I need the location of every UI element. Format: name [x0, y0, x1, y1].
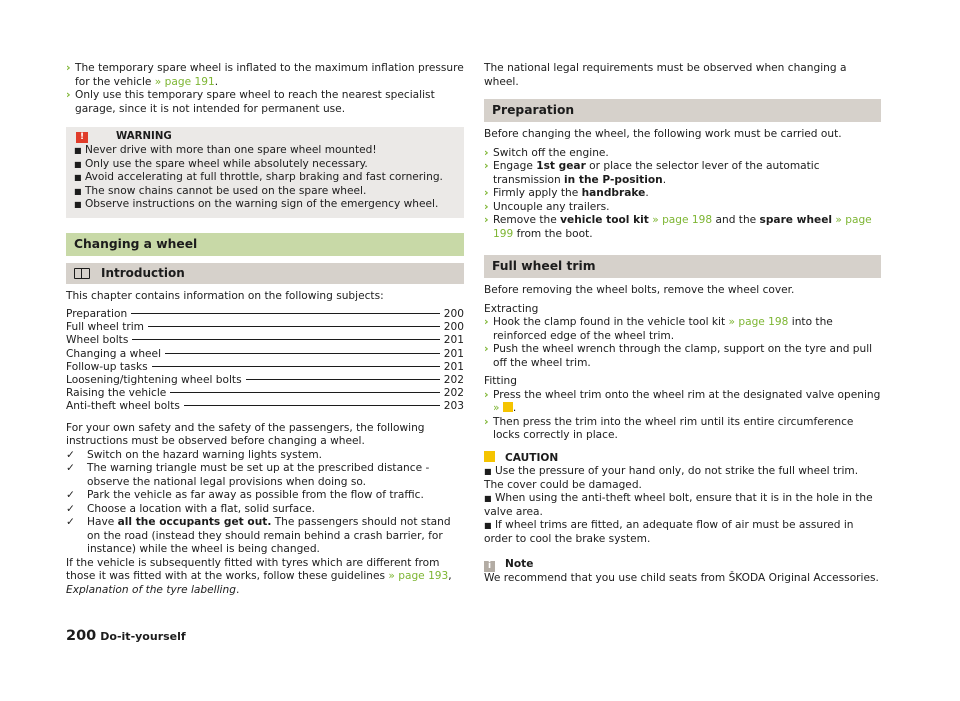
extract-step: › Push the wheel wrench through the clamp, support on the tyre and pull off the wheel trim.: [484, 342, 873, 369]
prep-text: Before changing the wheel, the following work must be carried out.: [484, 128, 842, 140]
bullet-spare-pressure: › The temporary spare wheel is inflated to the maximum inflation pressure for the vehicle » page 191.: [66, 61, 464, 88]
note-text: We recommend that you use child seats from ŠKODA Original Accessories.: [484, 572, 879, 584]
checkmark-icon: ✓: [66, 462, 75, 475]
checkmark-icon: ✓: [66, 502, 75, 515]
page-link[interactable]: » page 199: [493, 214, 872, 240]
warning-item: ■ Only use the spare wheel while absolutely necessary.: [74, 157, 368, 170]
left-column: [66, 0, 464, 597]
warning-icon: !: [76, 132, 88, 143]
check-item: ✓ The warning triangle must be set up at the prescribed distance - observe the national legal provisions when doing so.: [66, 462, 430, 488]
toc-entry[interactable]: Follow-up tasks 201: [66, 360, 464, 373]
prep-step: › Switch off the engine.: [484, 145, 609, 159]
note-heading: i Note: [484, 558, 881, 572]
chevron-right-icon: ›: [484, 186, 489, 199]
check-item: ✓ Choose a location with a flat, solid surface.: [66, 502, 315, 515]
caution-item: ■ When using the anti-theft wheel bolt, ensure that it is in the hole in the valve area.: [484, 492, 873, 518]
check-item: ✓ Have all the occupants get out. The passengers should not stand on the road (instead they should remain behind a crash barrier, for instance) while the wheel is being changed.: [66, 516, 451, 556]
toc-entry[interactable]: Full wheel trim 200: [66, 321, 464, 334]
fit-step: › Then press the trim into the wheel rim until its entire circumference locks correctly in place.: [484, 414, 854, 441]
chevron-right-icon: ›: [484, 213, 489, 226]
extract-step: › Hook the clamp found in the vehicle tool kit » page 198 into the reinforced edge of the wheel trim.: [484, 315, 833, 342]
intro-text: This chapter contains information on the following subjects:: [66, 289, 384, 302]
introduction-heading: Introduction: [66, 263, 464, 284]
toc-entry[interactable]: Anti-theft wheel bolts 203: [66, 400, 464, 413]
table-of-contents: [66, 308, 464, 414]
warning-title: WARNING: [116, 131, 172, 142]
page-footer: [66, 628, 186, 644]
trim-text: Before removing the wheel bolts, remove the wheel cover.: [484, 284, 795, 296]
page-link[interactable]: » page 193: [388, 570, 449, 583]
full-wheel-trim-heading: Full wheel trim: [484, 255, 881, 278]
toc-entry[interactable]: Changing a wheel 201: [66, 347, 464, 360]
chevron-right-icon: ›: [484, 414, 489, 428]
toc-entry[interactable]: Preparation 200: [66, 308, 464, 320]
page-link[interactable]: » page 198: [648, 214, 713, 226]
chevron-right-icon: ›: [484, 145, 489, 159]
checkmark-icon: ✓: [66, 448, 75, 461]
page-link[interactable]: » page 198: [728, 316, 789, 328]
warning-item: ■ Avoid accelerating at full throttle, sharp braking and fast cornering.: [74, 171, 443, 183]
checkmark-icon: ✓: [66, 516, 75, 529]
tyres-text: If the vehicle is subsequently fitted with tyres which are different from those it was fitted with at the works, follow these guidelines » page 193, Explanation of the tyre labelling.: [66, 556, 452, 596]
caution-item: ■ Use the pressure of your hand only, do not strike the full wheel trim. The cover could be damaged.: [484, 465, 859, 491]
chevron-right-icon: ›: [484, 159, 489, 172]
chevron-right-icon: ›: [66, 61, 71, 74]
right-column: [484, 0, 881, 586]
page-link[interactable]: »: [493, 402, 500, 414]
preparation-heading: Preparation: [484, 99, 881, 122]
checkmark-icon: ✓: [66, 489, 75, 502]
extracting-label: Extracting: [484, 302, 539, 315]
check-item: ✓ Switch on the hazard warning lights system.: [66, 448, 323, 461]
prep-step: › Remove the vehicle tool kit » page 198 and the spare wheel » page 199 from the boot.: [484, 213, 872, 240]
page-link[interactable]: » page 191: [154, 75, 215, 88]
warning-item: ■ The snow chains cannot be used on the spare wheel.: [74, 184, 367, 197]
bullet-spare-use: › Only use this temporary spare wheel to reach the nearest specialist garage, since it is not intended for permanent use.: [66, 88, 435, 115]
toc-entry[interactable]: Loosening/tightening wheel bolts 202: [66, 374, 464, 387]
chevron-right-icon: ›: [484, 315, 489, 328]
chapter-name: Do-it-yourself: [100, 630, 186, 643]
caution-heading: CAUTION: [484, 451, 881, 466]
fit-step: › Press the wheel trim onto the wheel rim at the designated valve opening » .: [484, 387, 881, 414]
warning-item: ■ Observe instructions on the warning sign of the emergency wheel.: [74, 198, 439, 210]
page-number: 200: [66, 628, 97, 644]
safety-text: For your own safety and the safety of the passengers, the following instructions must be observed before changing a wheel.: [66, 421, 425, 448]
warning-box: [66, 127, 464, 218]
info-icon: i: [484, 561, 495, 572]
warning-item: ■ Never drive with more than one spare wheel mounted!: [74, 144, 377, 156]
chevron-right-icon: ›: [484, 199, 489, 213]
caution-item: ■ If wheel trims are fitted, an adequate flow of air must be assured in order to cool the brake system.: [484, 519, 854, 545]
caution-icon: [484, 451, 495, 462]
fitting-label: Fitting: [484, 375, 517, 387]
chevron-right-icon: ›: [484, 342, 489, 355]
national-text: The national legal requirements must be observed when changing a wheel.: [484, 62, 847, 88]
chevron-right-icon: ›: [484, 387, 489, 401]
book-icon: [74, 268, 90, 279]
prep-step: › Firmly apply the handbrake.: [484, 186, 649, 199]
prep-step: › Engage 1st gear or place the selector lever of the automatic transmission in the P-position.: [484, 159, 820, 186]
toc-entry[interactable]: Raising the vehicle 202: [66, 387, 464, 400]
caution-ref-icon[interactable]: [503, 402, 513, 412]
toc-entry[interactable]: Wheel bolts 201: [66, 334, 464, 347]
section-heading: Changing a wheel: [66, 233, 464, 256]
check-item: ✓ Park the vehicle as far away as possible from the flow of traffic.: [66, 489, 424, 502]
chevron-right-icon: ›: [66, 88, 71, 101]
prep-step: › Uncouple any trailers.: [484, 199, 610, 213]
